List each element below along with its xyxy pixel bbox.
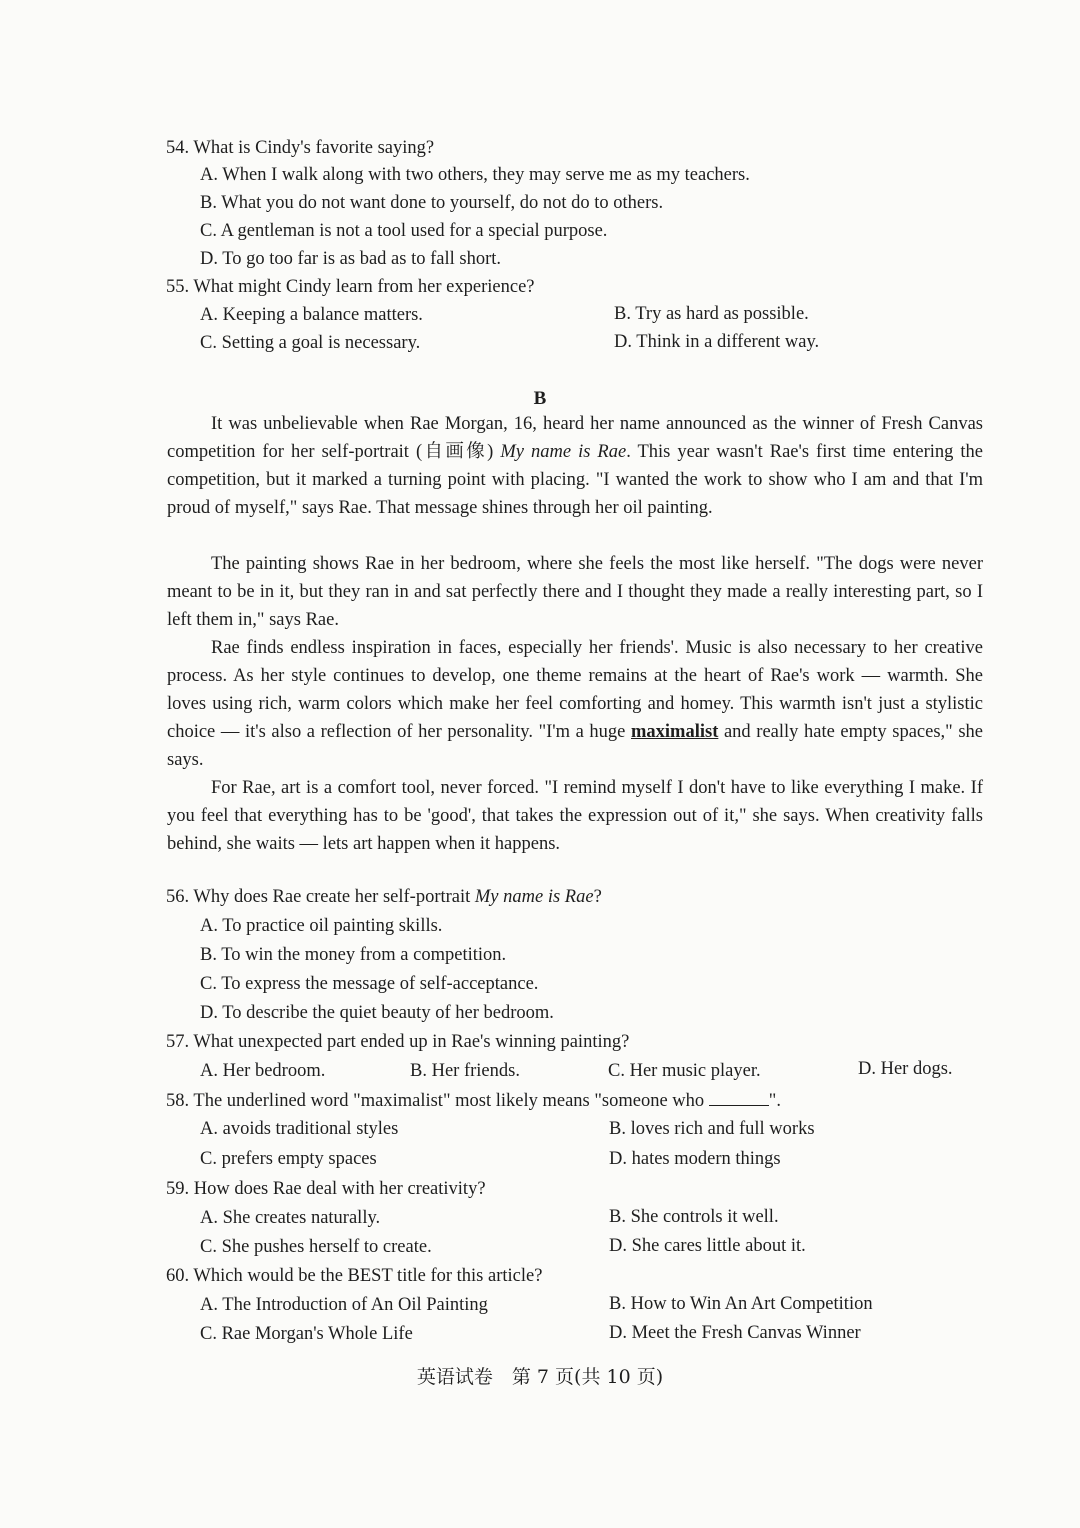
question-55-option-d: D. Think in a different way. bbox=[614, 332, 820, 352]
question-60-stem: 60. Which would be the BEST title for this article? bbox=[166, 1266, 543, 1286]
passage-paragraph-3: Rae finds endless inspiration in faces, especially her friends'. Music is also necessary to her creative process. As her style continues to develop, one theme remains at the heart of Rae's work — warmth. She loves using rich, warm colors which make her feel comforting and homey. This warmth isn't just a stylistic choice — it's also a reflection of her personality. "I'm a huge maximalist and really hate empty spaces," she says. bbox=[167, 638, 983, 770]
question-60-option-b: B. How to Win An Art Competition bbox=[609, 1294, 873, 1314]
question-54-option-a: A. When I walk along with two others, they may serve me as my teachers. bbox=[200, 165, 750, 185]
section-b-title: B bbox=[533, 388, 547, 409]
answer-blank bbox=[709, 1091, 769, 1106]
question-54-stem: 54. What is Cindy's favorite saying? bbox=[166, 138, 435, 158]
question-57-option-b: B. Her friends. bbox=[410, 1061, 520, 1081]
question-58-option-c: C. prefers empty spaces bbox=[200, 1149, 377, 1169]
painting-title: My name is Rae bbox=[500, 442, 627, 462]
question-56-stem: 56. Why does Rae create her self-portrait My name is Rae? bbox=[166, 887, 602, 907]
question-58-option-a: A. avoids traditional styles bbox=[200, 1119, 399, 1139]
question-57-option-d: D. Her dogs. bbox=[858, 1059, 953, 1079]
question-58-option-b: B. loves rich and full works bbox=[609, 1119, 815, 1139]
question-60-option-d: D. Meet the Fresh Canvas Winner bbox=[609, 1323, 861, 1343]
question-55-option-c: C. Setting a goal is necessary. bbox=[200, 333, 421, 353]
passage-paragraph-1: It was unbelievable when Rae Morgan, 16, heard her name announced as the winner of Fresh Canvas competition for her self-portrait (自画像) My name is Rae. This year wasn't Rae's first time entering the competition, but it marked a turning point with placing. "I wanted the work to show who I am and that I'm proud of myself," says Rae. That message shines through her oil painting. bbox=[167, 414, 983, 518]
question-56-option-d: D. To describe the quiet beauty of her bedroom. bbox=[200, 1003, 554, 1023]
question-59-option-d: D. She cares little about it. bbox=[609, 1236, 806, 1256]
underlined-word-maximalist: maximalist bbox=[631, 722, 719, 742]
question-56-option-a: A. To practice oil painting skills. bbox=[200, 916, 443, 936]
question-56-option-c: C. To express the message of self-acceptance. bbox=[200, 974, 539, 994]
question-59-option-b: B. She controls it well. bbox=[609, 1207, 779, 1227]
passage-paragraph-2: The painting shows Rae in her bedroom, where she feels the most like herself. "The dogs were never meant to be in it, but they ran in and sat perfectly there and I thought they made a really interesting part, so I left them in," says Rae. bbox=[167, 554, 983, 630]
question-59-stem: 59. How does Rae deal with her creativity? bbox=[166, 1179, 486, 1199]
passage-paragraph-4: For Rae, art is a comfort tool, never forced. "I remind myself I don't have to like everything I make. If you feel that everything has to be 'good', that takes the expression out of it," she says. When creativity falls behind, she waits — lets art happen when it happens. bbox=[167, 778, 983, 854]
question-59-option-a: A. She creates naturally. bbox=[200, 1208, 381, 1228]
question-55-stem: 55. What might Cindy learn from her experience? bbox=[166, 277, 535, 297]
question-58-option-d: D. hates modern things bbox=[609, 1149, 781, 1169]
question-58-stem: 58. The underlined word "maximalist" most likely means "someone who ". bbox=[166, 1091, 781, 1111]
question-59-option-c: C. She pushes herself to create. bbox=[200, 1237, 432, 1257]
page-footer: 英语试卷 第 7 页(共 10 页) bbox=[416, 1366, 664, 1388]
question-57-option-c: C. Her music player. bbox=[608, 1061, 761, 1081]
question-60-option-c: C. Rae Morgan's Whole Life bbox=[200, 1324, 413, 1344]
question-60-option-a: A. The Introduction of An Oil Painting bbox=[200, 1295, 488, 1315]
question-55-option-b: B. Try as hard as possible. bbox=[614, 304, 809, 324]
question-55-option-a: A. Keeping a balance matters. bbox=[200, 305, 423, 325]
question-54-option-c: C. A gentleman is not a tool used for a special purpose. bbox=[200, 221, 608, 241]
question-57-option-a: A. Her bedroom. bbox=[200, 1061, 326, 1081]
question-54-option-d: D. To go too far is as bad as to fall short. bbox=[200, 249, 501, 269]
question-56-option-b: B. To win the money from a competition. bbox=[200, 945, 507, 965]
question-54-option-b: B. What you do not want done to yourself, do not do to others. bbox=[200, 193, 664, 213]
question-57-stem: 57. What unexpected part ended up in Rae's winning painting? bbox=[166, 1032, 630, 1052]
